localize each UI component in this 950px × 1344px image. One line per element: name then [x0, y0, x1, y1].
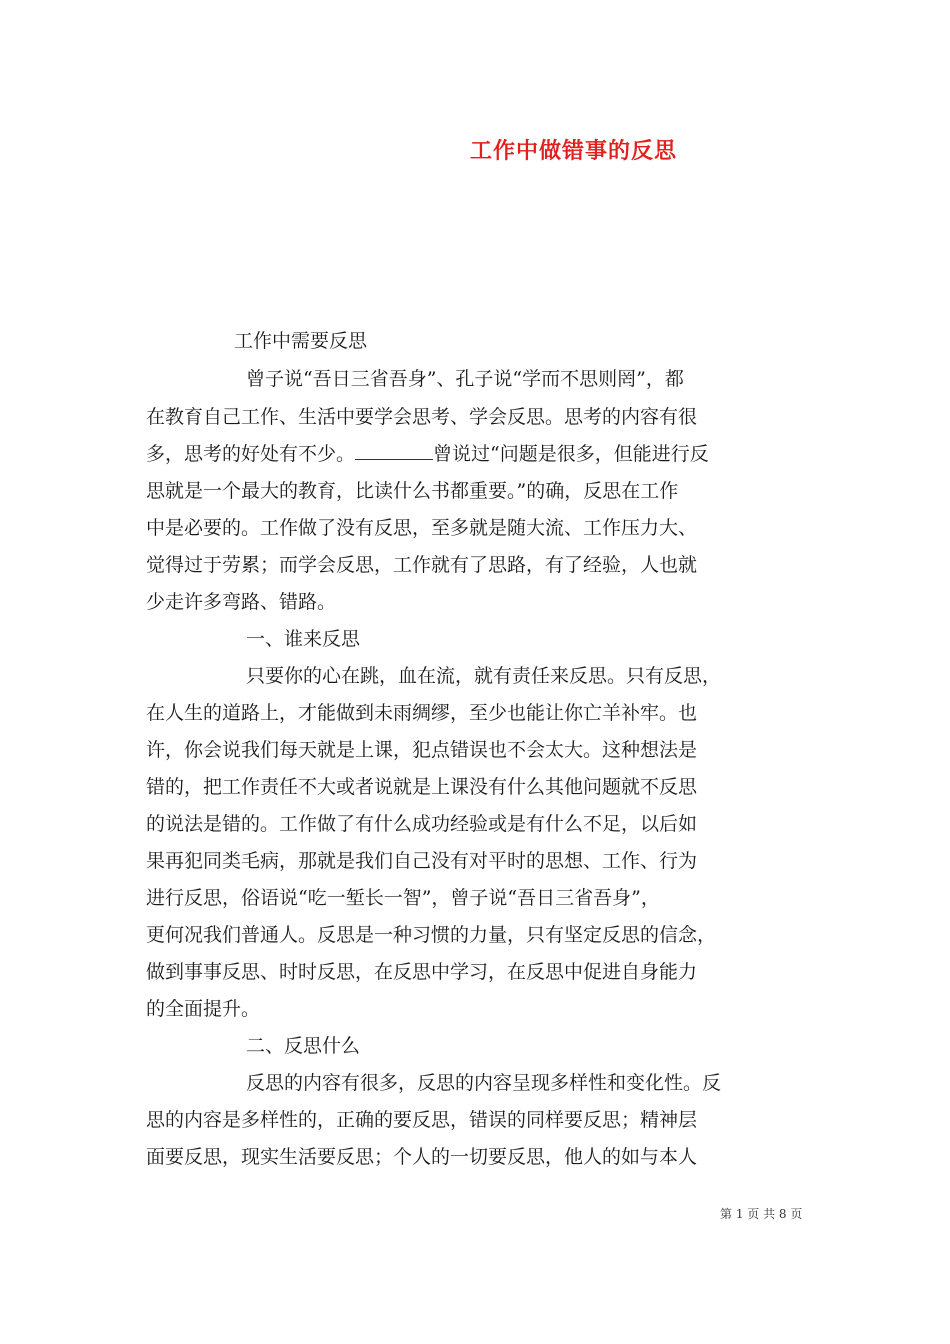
paragraph-line: 做到事事反思、时时反思，在反思中学习，在反思中促进自身能力	[146, 961, 698, 983]
paragraph-line: 许，你会说我们每天就是上课，犯点错误也不会太大。这种想法是	[146, 739, 698, 761]
paragraph-line: 思就是一个最大的教育，比读什么书都重要。”的确，反思在工作	[146, 480, 679, 502]
paragraph-line: 思的内容是多样性的，正确的要反思，错误的同样要反思；精神层	[146, 1109, 698, 1131]
paragraph-line: 觉得过于劳累；而学会反思，工作就有了思路，有了经验，人也就	[146, 554, 698, 576]
paragraph-line	[146, 441, 709, 467]
document-title: 工作中做错事的反思	[470, 138, 678, 164]
paragraph-line: 少走许多弯路、错路。	[146, 591, 337, 613]
paragraph-line: 在教育自己工作、生活中要学会思考、学会反思。思考的内容有很	[146, 406, 698, 428]
blank-underline	[355, 441, 433, 460]
section-heading: 二、反思什么	[246, 1035, 361, 1057]
subtitle: 工作中需要反思	[234, 330, 368, 352]
paragraph-line: 更何况我们普通人。反思是一种习惯的力量，只有坚定反思的信念，	[146, 924, 717, 946]
paragraph-line: 进行反思，俗语说“吃一堑长一智”，曾子说“吾日三省吾身”，	[146, 887, 660, 909]
paragraph-line: 的全面提升。	[146, 998, 261, 1020]
paragraph-line: 面要反思，现实生活要反思；个人的一切要反思，他人的如与本人	[146, 1146, 698, 1168]
page-footer: 第 1 页 共 8 页	[720, 1207, 803, 1221]
paragraph-line: 的说法是错的。工作做了有什么成功经验或是有什么不足，以后如	[146, 813, 698, 835]
paragraph-line: 果再犯同类毛病，那就是我们自己没有对平时的思想、工作、行为	[146, 850, 698, 872]
paragraph-text: 曾说过“问题是很多，但能进行反	[433, 443, 709, 465]
paragraph-line: 中是必要的。工作做了没有反思，至多就是随大流、工作压力大、	[146, 517, 698, 539]
paragraph-line: 错的，把工作责任不大或者说就是上课没有什么其他问题就不反思	[146, 776, 698, 798]
paragraph-line: 在人生的道路上，才能做到未雨绸缪，至少也能让你亡羊补牢。也	[146, 702, 698, 724]
paragraph-line: 反思的内容有很多，反思的内容呈现多样性和变化性。反	[246, 1072, 722, 1094]
paragraph-text: 多，思考的好处有不少。	[146, 443, 356, 465]
paragraph-line: 只要你的心在跳，血在流，就有责任来反思。只有反思，	[246, 665, 722, 687]
paragraph-line: 曾子说“吾日三省吾身”、孔子说“学而不思则罔”，都	[246, 368, 684, 390]
section-heading: 一、谁来反思	[246, 628, 361, 650]
